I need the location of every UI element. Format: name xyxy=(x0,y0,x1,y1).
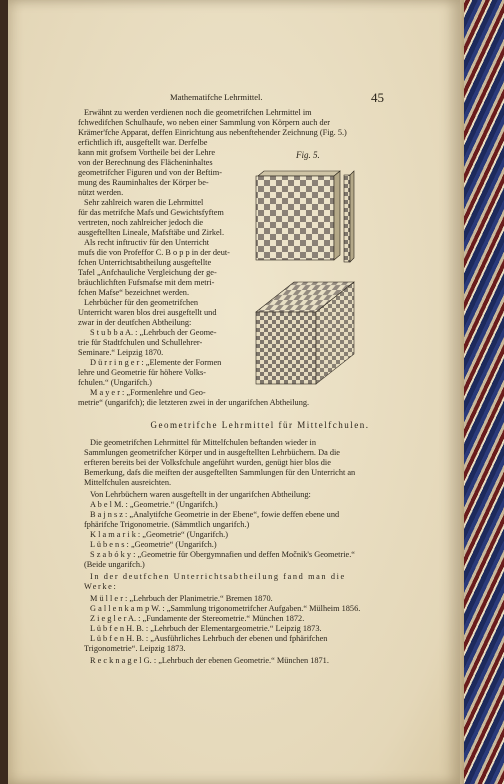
text-line: Bemerkung, dafs die meiften der ausgeftellten Sammlungen für den Unterricht an xyxy=(84,468,356,477)
text-line: nützt werden. xyxy=(78,188,124,197)
checkered-rod xyxy=(344,171,354,262)
text-line: Unterricht waren blos drei ausgeftellt und xyxy=(78,308,217,317)
text-line: (Beide ungarifch.) xyxy=(84,560,145,569)
text-line: Z i e g l e r A. : „Fundamente der Stereometrie.“ München 1872. xyxy=(90,614,305,623)
text-line: fchen Unterrichtsabtheilung ausgeftellte xyxy=(78,258,212,267)
text-line: L ü b f e n H. B. : „Ausführliches Lehrbuch der ebenen und fphärifchen xyxy=(90,634,328,643)
text-line: fchen Mafse“ bezeichnet werden. xyxy=(78,288,190,297)
text-line: fphärifche Trigonometrie. (Sämmtlich ungarifch.) xyxy=(84,520,250,529)
text-line: fchulen.“ (Ungarifch.) xyxy=(78,378,152,387)
text-line: L ü b e n s : „Geometrie“ (Ungarifch.) xyxy=(90,540,217,549)
running-header: Mathematifche Lehrmittel. xyxy=(170,92,263,102)
text-line: vertreten, noch zahlreicher jedoch die xyxy=(78,218,204,227)
text-line: Mittelfchulen ausreichten. xyxy=(84,478,172,487)
text-line: Tafel „Anfchauliche Vergleichung der ge- xyxy=(78,268,217,277)
text-line: Lehrbücher für den geometrifchen xyxy=(84,298,199,307)
text-line: A b e l M. : „Geometrie.“ (Ungarifch.) xyxy=(90,500,218,509)
section-heading: Geometrifche Lehrmittel für Mittelfchulen. xyxy=(150,420,370,430)
text-line: Von Lehrbüchern waren ausgeftellt in der ungarifchen Abtheilung: xyxy=(90,490,311,499)
text-line: K l a m a r i k : „Geometrie“ (Ungarifch.) xyxy=(90,530,228,539)
text-line: Sehr zahlreich waren die Lehrmittel xyxy=(84,198,204,207)
text-line: Seminare.“ Leipzig 1870. xyxy=(78,348,164,357)
page-number: 45 xyxy=(371,90,384,105)
text-line: mufs die von Profeffor C. B o p p in der deut- xyxy=(78,248,230,257)
text-line: fchwedifchen Schulhaufe, wo neben einer Sammlung von Körpern auch der xyxy=(78,118,331,127)
text-line: bräuchlichften Fufsmafse mit dem metri- xyxy=(78,278,215,287)
text-line: D ü r r i n g e r : „Elemente der Formen xyxy=(90,358,222,367)
text-line: für das metrifche Mafs und Gewichtsfyftem xyxy=(78,208,224,217)
text-line: Sammlungen geometrifcher Körper und in ausgeftellten Lehrbüchern. Da die xyxy=(84,448,340,457)
text-line: In der deutfchen Unterrichtsabtheilung fand man die xyxy=(90,572,346,581)
text-line: S z a b ó k y : „Geometrie für Obergymnafien und deffen Močnik's Geometrie.“ xyxy=(90,550,355,559)
text-line: zwar in der deutfchen Abtheilung: xyxy=(78,318,192,327)
figure-label: Fig. 5. xyxy=(296,150,320,160)
text-line: erfichtlich ift, ausgeftellt war. Derfelbe xyxy=(78,138,208,147)
text-line: kann mit grofsem Vortheile bei der Lehre xyxy=(78,148,216,157)
text-line: Werke: xyxy=(84,582,118,591)
checkered-cuboid xyxy=(256,282,354,384)
text-line: lehre und Geometrie für höhere Volks- xyxy=(78,368,207,377)
text-line: M a y e r : „Formenlehre und Geo- xyxy=(90,388,206,397)
text-line: Als recht inftructiv für den Unterricht xyxy=(84,238,210,247)
text-line: Krämer'fche Apparat, deffen Einrichtung aus nebenftehender Zeichnung (Fig. 5.) xyxy=(78,128,347,137)
text-line: von der Berechnung des Flächeninhaltes xyxy=(78,158,213,167)
text-line: G a l l e n k a m p W. : „Sammlung trigonometrifcher Aufgaben.“ Mülheim 1856. xyxy=(90,604,361,613)
text-line: L ü b f e n H. B. : „Lehrbuch der Elementargeometrie.“ Leipzig 1873. xyxy=(90,624,322,633)
checkered-board xyxy=(256,171,340,260)
text-line: mung des Rauminhaltes der Körper be- xyxy=(78,178,209,187)
text-line: M ü l l e r : „Lehrbuch der Planimetrie.“ Bremen 1870. xyxy=(90,594,273,603)
text-line: metrie“ (ungarifch); die letzteren zwei in der ungarifchen Abtheilung. xyxy=(78,398,310,407)
text-line: geometrifcher Figuren und von der Beftim- xyxy=(78,168,223,177)
text-line: erfteren bereits bei der Volksfchule angeführt wurden, genügt hier blos die xyxy=(84,458,331,467)
text-line: S t u b b a A. : „Lehrbuch der Geome- xyxy=(90,328,217,337)
text-line: Erwähnt zu werden verdienen noch die geometrifchen Lehrmittel im xyxy=(84,108,312,117)
text-line: trie für Stadtfchulen und Schullehrer- xyxy=(78,338,203,347)
text-line: Trigonometrie“. Leipzig 1873. xyxy=(84,644,186,653)
text-line: B a j n s z : „Analytifche Geometrie in der Ebene“, fowie deffen ebene und xyxy=(90,510,340,519)
text-line: ausgeftellten Lineale, Mafsftäbe und Zirkel. xyxy=(78,228,225,237)
text-line: Die geometrifchen Lehrmittel für Mittelfchulen beftanden wieder in xyxy=(90,438,317,447)
text-line: R e c k n a g e l G. : „Lehrbuch der ebenen Geometrie.“ München 1871. xyxy=(90,656,329,665)
